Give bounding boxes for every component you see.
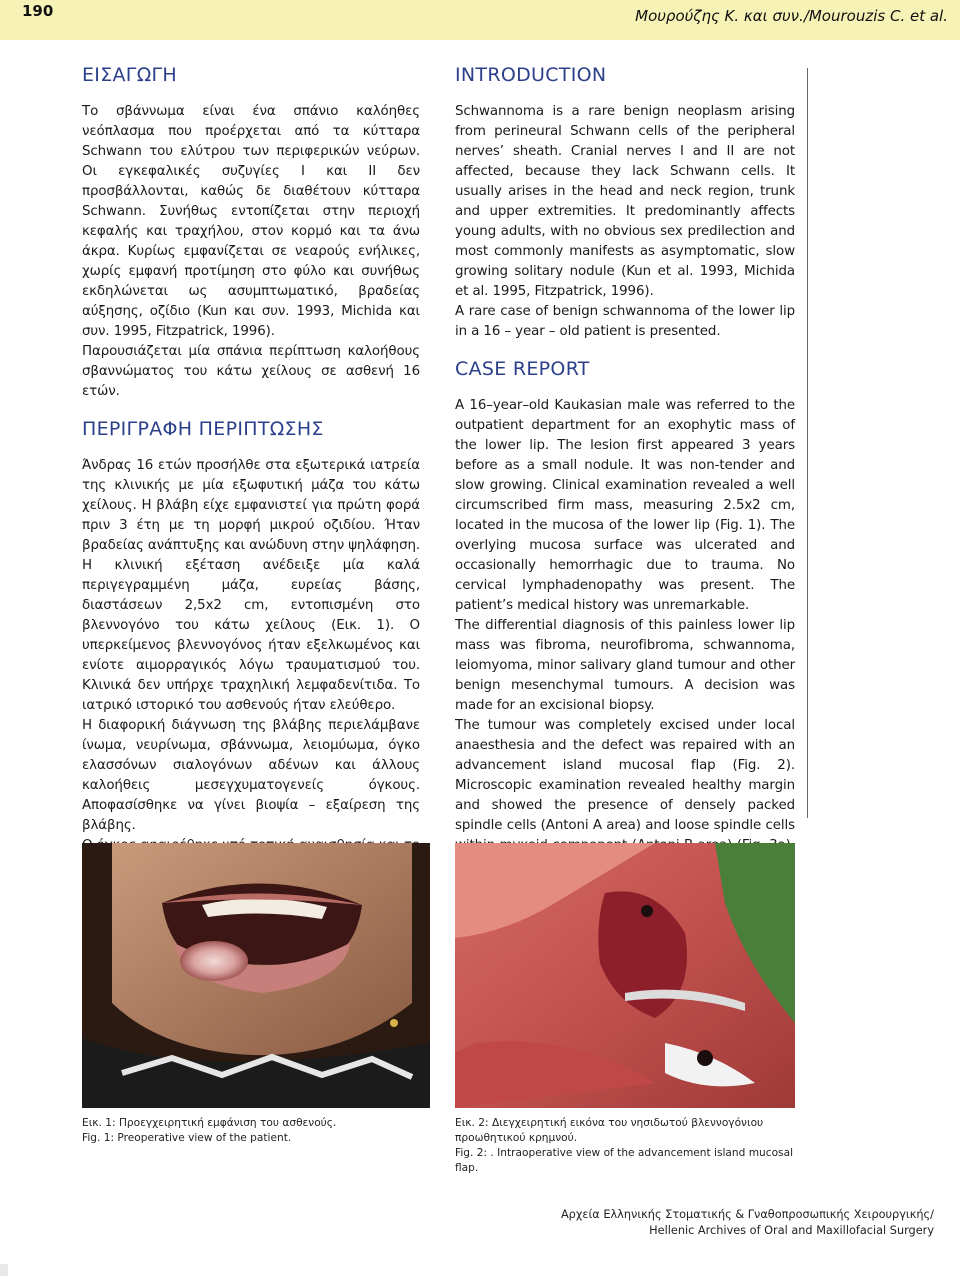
intro-paragraph-gr-1: Το σβάννωμα είναι ένα σπάνιο καλόηθες νεόπλασμα που προέρχεται από τα κύτταρα Schwann του ελύτρου των περιφερικών νεύρων. Οι εγκεφαλικές συζυγίες I και II δεν προσβάλλονται, καθώς δε διαθέτουν κύτταρα Schwann. Συνήθως εντοπίζεται στην περιοχή κεφαλής και τραχήλου, στον κορμό και τα άνω άκρα. Κυρίως εμφανίζεται σε νεαρούς ενήλικες, χωρίς εμφανή προτίμηση στο φύλο και συνήθως εκδηλώνεται ως ασυμπτωματικό, βραδείας αύξησης, οζίδιο (Kun και συν. 1993, Michida και συν. 1995, Fitzpatrick, 1996). xyxy=(82,104,420,339)
figure-1-photo xyxy=(82,843,430,1108)
page-corner-mark xyxy=(0,1264,8,1276)
intro-paragraph-en-2: A rare case of benign schwannoma of the lower lip in a 16 – year – old patient is presented. xyxy=(455,304,795,339)
figure-1-caption xyxy=(82,1116,432,1146)
figure-2-image xyxy=(455,843,795,1108)
case-paragraph-en-3: The tumour was completely excised under local anaesthesia and the defect was repaired with an advancement island mucosal flap (Fig. 2). Microscopic examination revealed healthy margin and showed the presence of densely packed spindle cells (Antoni A area) and loose spindle cells xyxy=(455,718,795,833)
footer-line-gr: Αρχεία Ελληνικής Στοματικής & Γναθοπροσωπικής Χειρουργικής/ xyxy=(560,1208,934,1221)
figure-1-image xyxy=(82,843,430,1108)
figure-1-caption-gr: Εικ. 1: Προεγχειρητική εμφάνιση του ασθενούς. xyxy=(82,1117,337,1129)
running-head: Μουρούζης Κ. και συν./Mourouzis C. et al. xyxy=(635,7,948,25)
case-paragraph-gr-2: Η διαφορική διάγνωση της βλάβης περιελάμβανε ίνωμα, νευρίνωμα, σβάννωμα, λειομύωμα, όγκο ελασσόνων σιαλογόνων αδένων και άλλους καλοήθεις μεσεγχυματογενείς όγκους. Αποφασίσθηκε να γίνει βιοψία – εξαίρεση της βλάβης. xyxy=(82,718,420,833)
case-paragraph-en-2: The differential diagnosis of this painless lower lip mass was fibroma, neurofibroma, schwannoma, leiomyoma, minor salivary gland tumour and other benign mesenchymal tumours. A decision was made for an excisional biopsy. xyxy=(455,618,795,713)
case-heading-en: CASE REPORT xyxy=(455,358,590,380)
footer-line-en: Hellenic Archives of Oral and Maxillofacial Surgery xyxy=(649,1224,934,1237)
column-divider xyxy=(807,68,808,818)
case-heading-gr: ΠΕΡΙΓΡΑΦΗ ΠΕΡΙΠΤΩΣΗΣ xyxy=(82,418,324,440)
intro-paragraph-en-1: Schwannoma is a rare benign neoplasm arising from perineural Schwann cells of the peripheral nerves’ sheath. Cranial nerves I and II are not affected, because they lack Schwann cells. It usually arises in the head and neck region, trunk and upper extremities. It predominantly affects young adults, with no obvious sex predilection and most commonly manifests as asymptomatic, slow growing solitary nodule (Kun et al. 1993, Michida et al. 1995, Fitzpatrick, 1996). xyxy=(455,104,795,299)
figure-2-caption-gr: Εικ. 2: Διεγχειρητική εικόνα του νησιδωτού βλεννογόνιου προωθητικού κρημνού. xyxy=(455,1117,764,1144)
greek-column xyxy=(82,62,420,936)
figure-2-photo xyxy=(455,843,795,1108)
figure-1-caption-en: Fig. 1: Preoperative view of the patient. xyxy=(82,1132,292,1144)
figure-2-caption xyxy=(455,1116,800,1176)
page-number: 190 xyxy=(22,2,54,20)
case-paragraph-gr-1: Άνδρας 16 ετών προσήλθε στα εξωτερικά ιατρεία της κλινικής με μία εξωφυτική μάζα του κάτω χείλους. Η βλάβη είχε εμφανιστεί για πρώτη φορά πριν 3 έτη με τη μορφή μικρού οζιδίου. Ήταν βραδείας ανάπτυξης και ανώδυνη στην ψηλάφηση. Η κλινική εξέταση ανέδειξε μία καλά περιγεγραμμένη μάζα, ευρείας βάσης, διαστάσεων 2,5x2 cm, εντοπισμένη στο βλεννογόνο του κάτω χείλους (Εικ. 1). Ο υπερκείμενος βλεννογόνος ήταν εξελκωμένος και ενίοτε αιμορραγικός λόγω τραυματισμού του. Κλινικά δεν υπήρχε τραχηλική λεμφαδενίτιδα. Το ιατρικό ιστορικό του ασθενούς ήταν ελεύθερο. xyxy=(82,458,420,713)
intro-paragraph-gr-2: Παρουσιάζεται μία σπάνια περίπτωση καλοήθους σβαννώματος του κάτω χείλους σε ασθενή 16 ετών. xyxy=(82,344,420,399)
case-paragraph-en-1: A 16–year–old Kaukasian male was referred to the outpatient department for an exophytic mass of the lower lip. The lesion first appeared 3 years before as a small nodule. It was non-tender and slow growing. Clinical examination revealed a well circumscribed firm mass, measuring 2.5x2 cm, located in the mucosa of the lower lip (Fig. 1). The overlying mucosa surface was ulcerated and occasionally hemorrhagic due to trauma. No cervical lymphadenopathy was present. The patient’s medical history was unremarkable. xyxy=(455,398,795,613)
journal-footer xyxy=(561,1207,934,1239)
page-header-bar xyxy=(0,0,960,40)
intro-heading-en: INTRODUCTION xyxy=(455,64,607,86)
intro-heading-gr: ΕΙΣΑΓΩΓΗ xyxy=(82,64,177,86)
english-column xyxy=(455,62,795,876)
figure-2-caption-en: Fig. 2: . Intraoperative view of the advancement island mucosal flap. xyxy=(455,1147,794,1174)
